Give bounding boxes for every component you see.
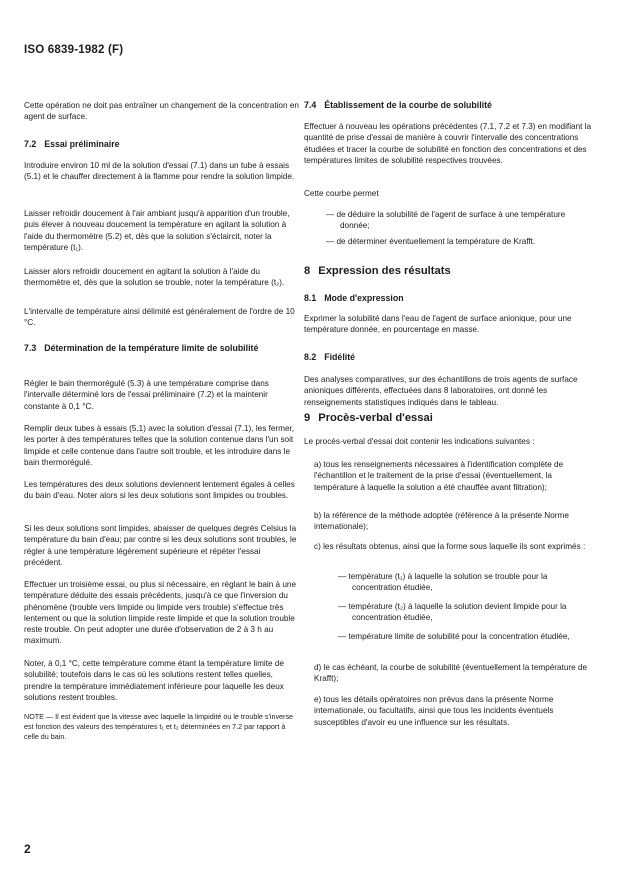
list-item-9-e: e) tous les détails opératoires non prévus dans la présente Norme internationale, ou facultatifs, ainsi que tous les incidents éventuels susceptibles d'avoir eu une influence sur les résultats.	[314, 695, 554, 727]
heading-8-1-title: Mode d'expression	[324, 293, 404, 303]
dash-item-7-4-1: — de déduire la solubilité de l'agent de surface à une température donnée;	[326, 210, 566, 231]
paragraph-7-3-1: Régler le bain thermorégulé (5.3) à une température comprise dans l'intervalle déterminé lors de l'essai préliminaire (7.2) et la maintenir constante à 0,1 °C.	[24, 379, 269, 411]
page-number: 2	[24, 842, 31, 856]
sub-item-9-c-1: — température (t₁) à laquelle la solution se trouble pour la concentration étudiée,	[338, 572, 548, 593]
paragraph-7-2-4: L'intervalle de température ainsi délimité est généralement de l'ordre de 10 °C.	[24, 307, 295, 328]
heading-7-2-title: Essai préliminaire	[44, 139, 120, 149]
intro-paragraph: Cette opération ne doit pas entraîner un changement de la concentration en agent de surface.	[24, 101, 299, 122]
paragraph-7-3-4: Si les deux solutions sont limpides, abaisser de quelques degrés Celsius la température du bain d'eau; par contre si les deux solutions sont troubles, le régler à une température légèrement supérieure et répéter l'essai précédent.	[24, 524, 297, 567]
list-item-9-d: d) le cas échéant, la courbe de solubilité (éventuellement la température de Krafft);	[314, 663, 588, 684]
paragraph-7-2-3: Laisser alors refroidir doucement en agitant la solution à l'aide du thermomètre et, dès que la solution se trouble, noter la température (t₂).	[24, 267, 285, 288]
heading-8-2	[304, 352, 355, 363]
heading-7-4-number: 7.4	[304, 100, 317, 110]
paragraph-7-3-2: Remplir deux tubes à essais (5.1) avec la solution d'essai (7.1), les fermer, les porter à des températures telles que la solution contenue dans l'un soit limpide et celle contenue dans l'autre soit trouble, et les introduire dans le bain thermorégulé.	[24, 424, 295, 467]
heading-8-1-number: 8.1	[304, 293, 317, 303]
paragraph-7-2-2: Laisser refroidir doucement à l'air ambiant jusqu'à apparition d'un trouble, puis élever à nouveau doucement la température en agitant la solution à l'aide du thermomètre (5.2) et, dès que la solution s'éclaircit, noter la température (t₁).	[24, 209, 290, 252]
paragraph-8-1: Exprimer la solubilité dans l'eau de l'agent de surface anionique, pour une température donnée, en pourcentage en masse.	[304, 314, 572, 335]
heading-7-3-title: Détermination de la température limite de solubilité	[44, 343, 259, 353]
paragraph-9-intro: Le procès-verbal d'essai doit contenir les indications suivantes :	[304, 437, 535, 446]
heading-9	[304, 413, 433, 424]
paragraph-7-3-5: Effectuer un troisième essai, ou plus si nécessaire, en réglant le bain à une température déduite des essais précédents, jusqu'à ce que l'inversion du phénomène (trouble vers limpide ou limpide vers trouble) s'effectue très lentement ou que la solution limpide reste limpide et que la solution trouble reste trouble. On peut adopter une durée d'observation de 2 à 3 h au maximum.	[24, 580, 297, 646]
list-item-9-c: c) les résultats obtenus, ainsi que la forme sous laquelle ils sont exprimés :	[314, 542, 586, 551]
dash-item-7-4-2: — de déterminer éventuellement la température de Krafft.	[326, 237, 536, 246]
heading-7-4	[304, 100, 492, 111]
list-item-9-b: b) la référence de la méthode adoptée (référence à la présente Norme internationale);	[314, 511, 569, 532]
paragraph-7-2-1: Introduire environ 10 ml de la solution d'essai (7.1) dans un tube à essais (5.1) et le chauffer directement à la flamme pour rendre la solution limpide.	[24, 161, 295, 182]
heading-7-3	[24, 343, 300, 354]
paragraph-8-2: Des analyses comparatives, sur des échantillons de trois agents de surface anioniques différents, effectuées dans 8 laboratoires, ont donné les renseignements statistiques indiqués dans le tableau.	[304, 375, 578, 407]
heading-8-2-title: Fidélité	[324, 352, 356, 362]
note-paragraph: NOTE — Il est évident que la vitesse avec laquelle la limpidité ou le trouble s'inverse est fonction des valeurs des températures t₁ et t₂ déterminées en 7.2 par rapport à celle du bain.	[24, 712, 294, 742]
heading-8-number: 8	[304, 265, 311, 277]
paragraph-7-4-2: Cette courbe permet	[304, 189, 379, 198]
heading-8-2-number: 8.2	[304, 352, 317, 362]
list-item-9-a: a) tous les renseignements nécessaires à l'identification complète de l'échantillon et le traitement de la prise d'essai (éventuellement, la température à laquelle la solution a été chauffée avant filtration);	[314, 460, 564, 492]
heading-7-3-number: 7.3	[24, 343, 37, 353]
heading-8-title: Expression des résultats	[318, 265, 451, 277]
sub-item-9-c-2: — température (t₂) à laquelle la solution devient limpide pour la concentration étudiée,	[338, 602, 567, 623]
heading-7-2-number: 7.2	[24, 139, 37, 149]
heading-9-title: Procès-verbal d'essai	[318, 412, 433, 424]
sub-item-9-c-3: — température limite de solubilité pour la concentration étudiée,	[338, 632, 570, 641]
heading-8-1	[304, 293, 404, 304]
heading-8	[304, 266, 451, 277]
paragraph-7-3-6: Noter, à 0,1 °C, cette température comme étant la température limite de solubilité; toutefois dans le cas où les solutions restent telles quelles, prendre la température immédiatement inférieure pour laquelle les deux solutions restent troubles.	[24, 659, 284, 702]
heading-7-4-title: Établissement de la courbe de solubilité	[324, 100, 492, 110]
heading-9-number: 9	[304, 412, 311, 424]
document-header: ISO 6839-1982 (F)	[24, 44, 124, 56]
heading-7-2	[24, 139, 120, 150]
paragraph-7-4-1: Effectuer à nouveau les opérations précédentes (7.1, 7.2 et 7.3) en modifiant la quantité de prise d'essai de manière à couvrir l'intervalle des concentrations étudiées et tracer la courbe de solubilité en fonction des concentrations et des températures limites de solubilité respectives trouvées.	[304, 122, 592, 165]
paragraph-7-3-3: Les températures des deux solutions deviennent lentement égales à celles du bain d'eau. Noter alors si les deux solutions sont limpides ou troubles.	[24, 480, 295, 501]
